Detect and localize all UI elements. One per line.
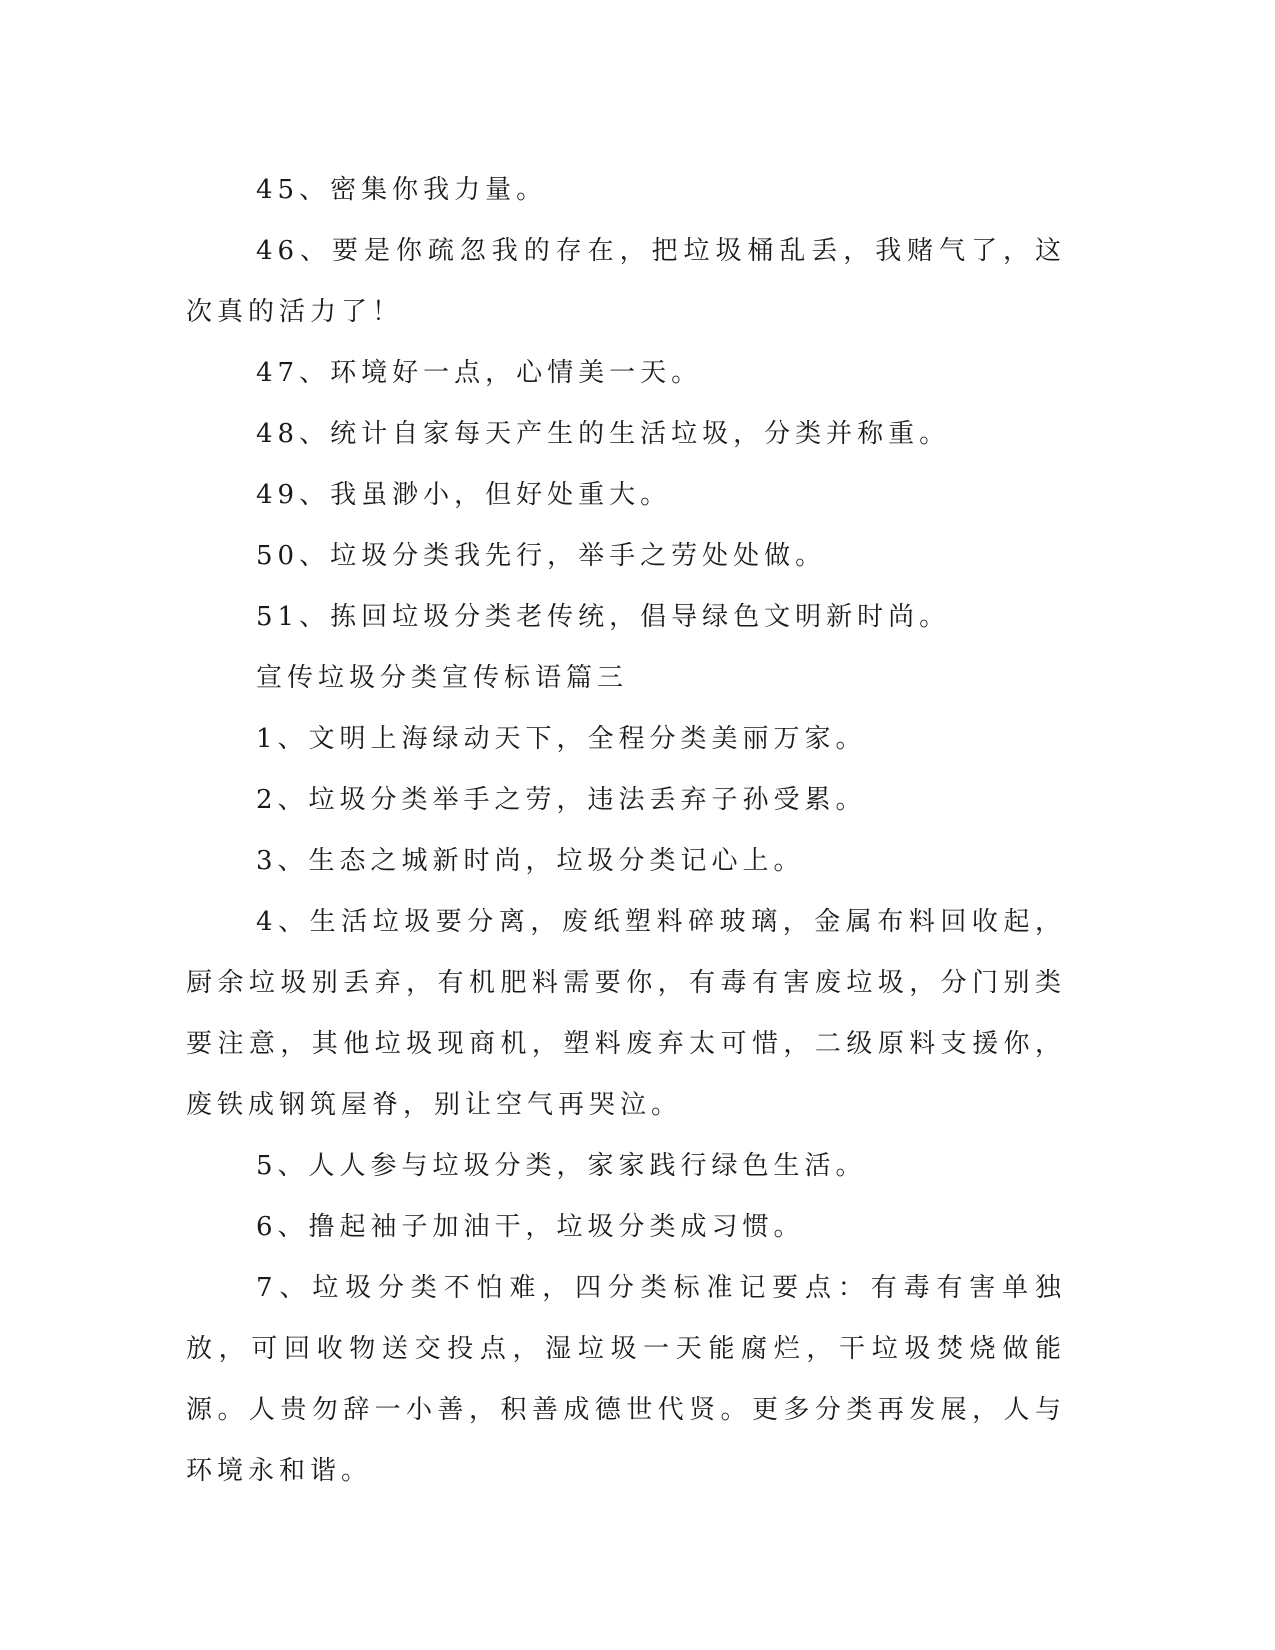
section-heading: 宣传垃圾分类宣传标语篇三 (256, 663, 629, 693)
slogan-47: 47、环境好一点，心情美一天。 (256, 358, 703, 388)
document-body (186, 160, 1066, 1502)
slogan-3: 3、生态之城新时尚，垃圾分类记心上。 (256, 846, 805, 876)
slogan-46: 46、要是你疏忽我的存在，把垃圾桶乱丢，我赌气了，这次真的活力了！ (186, 236, 1066, 327)
slogan-49: 49、我虽渺小，但好处重大。 (256, 480, 672, 510)
slogan-4: 4、生活垃圾要分离，废纸塑料碎玻璃，金属布料回收起，厨余垃圾别丢弃，有机肥料需要你，有毒有害废垃圾，分门别类要注意，其他垃圾现商机，塑料废弃太可惜，二级原料支援你，废铁成钢筑屋脊，别让空气再哭泣。 (186, 907, 1066, 1120)
slogan-45: 45、密集你我力量。 (256, 175, 548, 205)
slogan-2: 2、垃圾分类举手之劳，违法丢弃子孙受累。 (256, 785, 867, 815)
slogan-50: 50、垃圾分类我先行，举手之劳处处做。 (256, 541, 827, 571)
slogan-1: 1、文明上海绿动天下，全程分类美丽万家。 (256, 724, 867, 754)
slogan-48: 48、统计自家每天产生的生活垃圾，分类并称重。 (256, 419, 951, 449)
slogan-6: 6、撸起袖子加油干，垃圾分类成习惯。 (256, 1212, 805, 1242)
slogan-7: 7、垃圾分类不怕难，四分类标准记要点：有毒有害单独放，可回收物送交投点，湿垃圾一天能腐烂，干垃圾焚烧做能源。人贵勿辞一小善，积善成德世代贤。更多分类再发展，人与环境永和谐。 (186, 1273, 1066, 1486)
slogan-5: 5、人人参与垃圾分类，家家践行绿色生活。 (256, 1151, 867, 1181)
slogan-51: 51、拣回垃圾分类老传统，倡导绿色文明新时尚。 (256, 602, 951, 632)
